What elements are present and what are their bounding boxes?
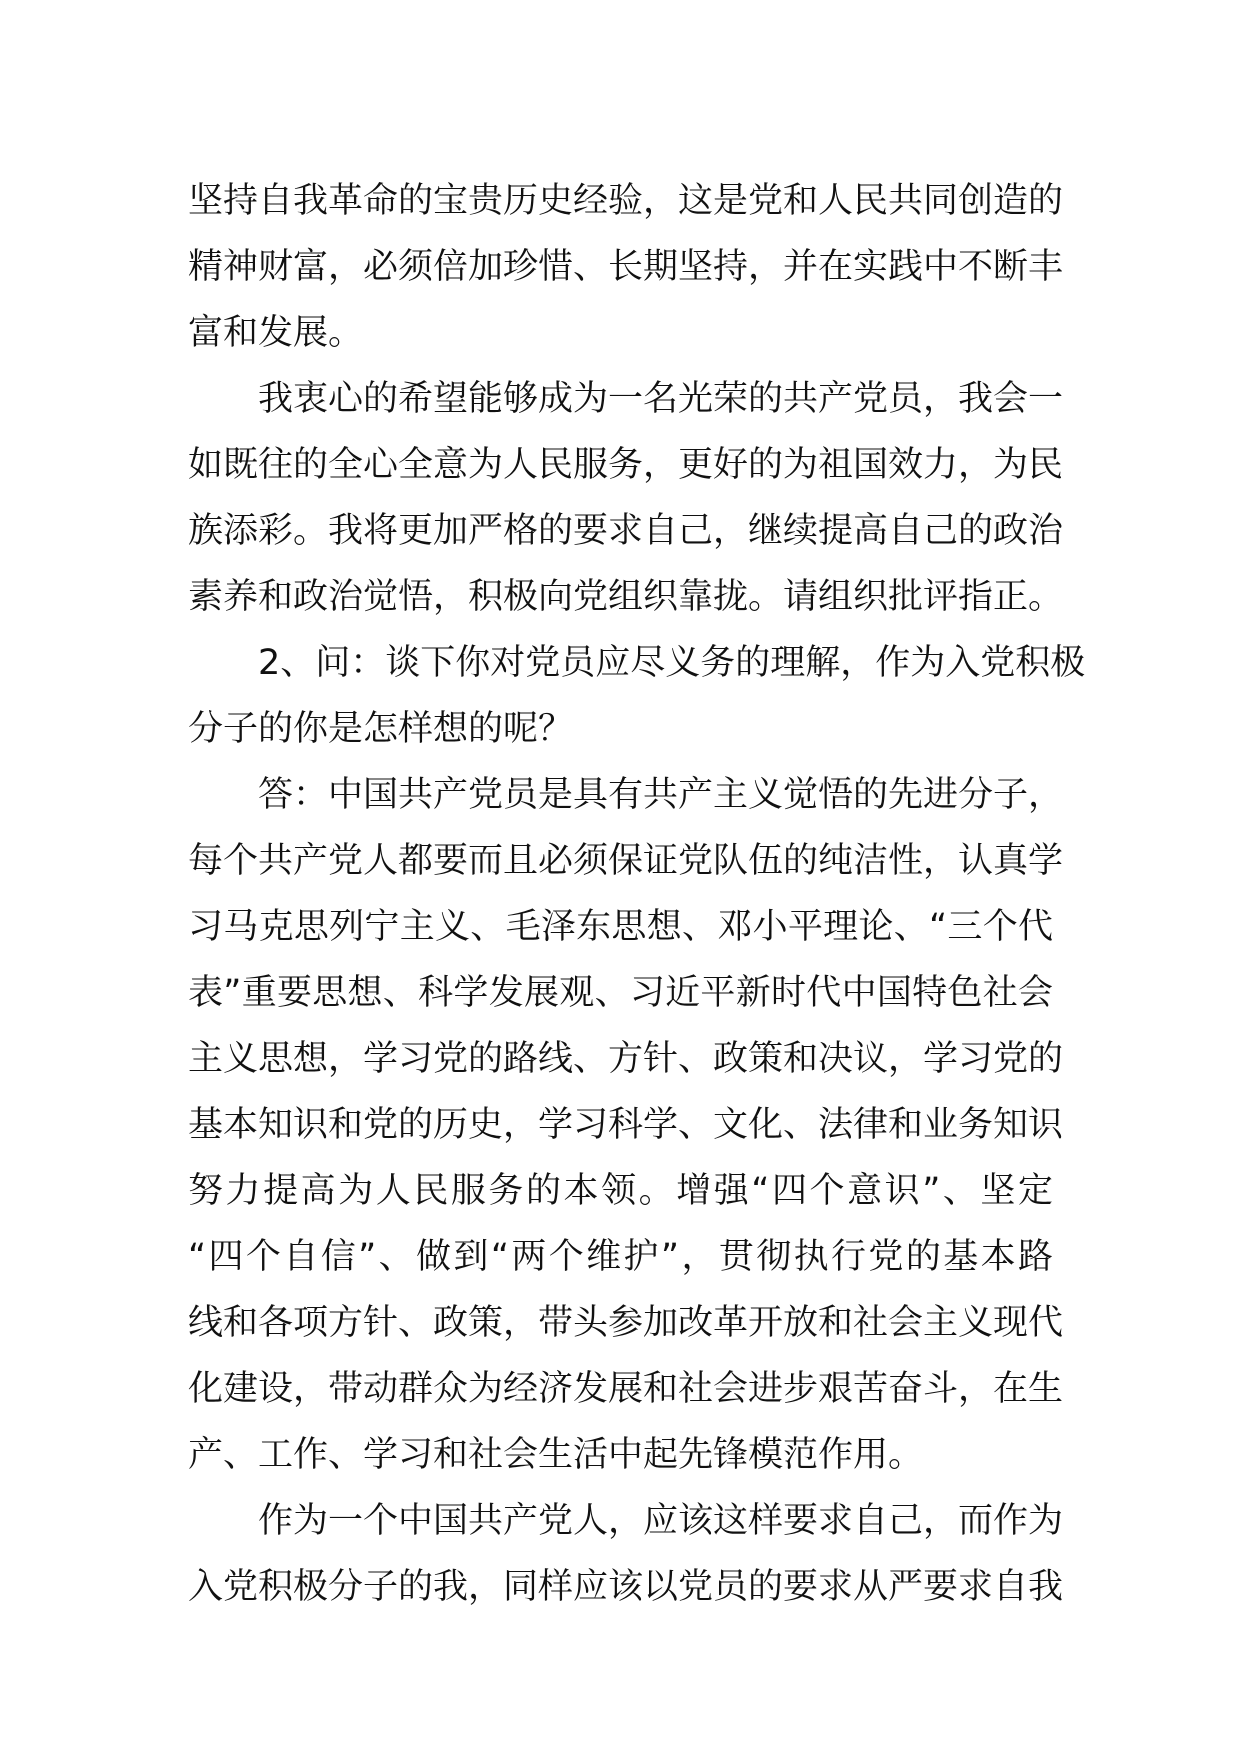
text-line: 2、问：谈下你对党员应尽义务的理解，作为入党积极 — [258, 643, 1086, 683]
text-line: 线和各项方针、政策，带头参加改革开放和社会主义现代 — [188, 1303, 1064, 1343]
paragraph-5 — [188, 1488, 1064, 1620]
paragraph-2 — [188, 366, 1064, 630]
text-line: 表”重要思想、科学发展观、习近平新时代中国特色社会 — [188, 973, 1053, 1013]
text-line: 族添彩。我将更加严格的要求自己，继续提高自己的政治 — [188, 511, 1064, 551]
text-line: 习马克思列宁主义、毛泽东思想、邓小平理论、“三个代 — [188, 907, 1053, 947]
paragraph-1 — [188, 168, 1064, 366]
answer-paragraph — [188, 762, 1064, 1488]
text-line: 素养和政治觉悟，积极向党组织靠拢。请组织批评指正。 — [188, 577, 1064, 617]
text-line: 作为一个中国共产党人，应该这样要求自己，而作为 — [258, 1501, 1064, 1541]
text-line: 富和发展。 — [188, 313, 364, 353]
body-text — [188, 168, 1086, 1620]
text-line: 精神财富，必须倍加珍惜、长期坚持，并在实践中不断丰 — [188, 247, 1064, 287]
text-line: 坚持自我革命的宝贵历史经验，这是党和人民共同创造的 — [188, 181, 1064, 221]
text-line: 入党积极分子的我，同样应该以党员的要求从严要求自我 — [188, 1567, 1064, 1607]
text-line: 产、工作、学习和社会生活中起先锋模范作用。 — [188, 1435, 924, 1475]
question-paragraph — [188, 630, 1086, 762]
text-line: 每个共产党人都要而且必须保证党队伍的纯洁性，认真学 — [188, 841, 1064, 881]
text-line: 主义思想，学习党的路线、方针、政策和决议，学习党的 — [188, 1039, 1064, 1079]
text-line: 努力提高为人民服务的本领。增强“四个意识”、坚定 — [188, 1171, 1053, 1211]
text-line: “四个自信”、做到“两个维护”，贯彻执行党的基本路 — [188, 1237, 1053, 1277]
text-line: 基本知识和党的历史，学习科学、文化、法律和业务知识 — [188, 1105, 1064, 1145]
text-line: 化建设，带动群众为经济发展和社会进步艰苦奋斗，在生 — [188, 1369, 1064, 1409]
text-line: 答：中国共产党员是具有共产主义觉悟的先进分子， — [258, 775, 1064, 815]
text-line: 分子的你是怎样想的呢？ — [188, 709, 574, 749]
text-line: 如既往的全心全意为人民服务，更好的为祖国效力，为民 — [188, 445, 1064, 485]
text-line: 我衷心的希望能够成为一名光荣的共产党员，我会一 — [258, 379, 1064, 419]
